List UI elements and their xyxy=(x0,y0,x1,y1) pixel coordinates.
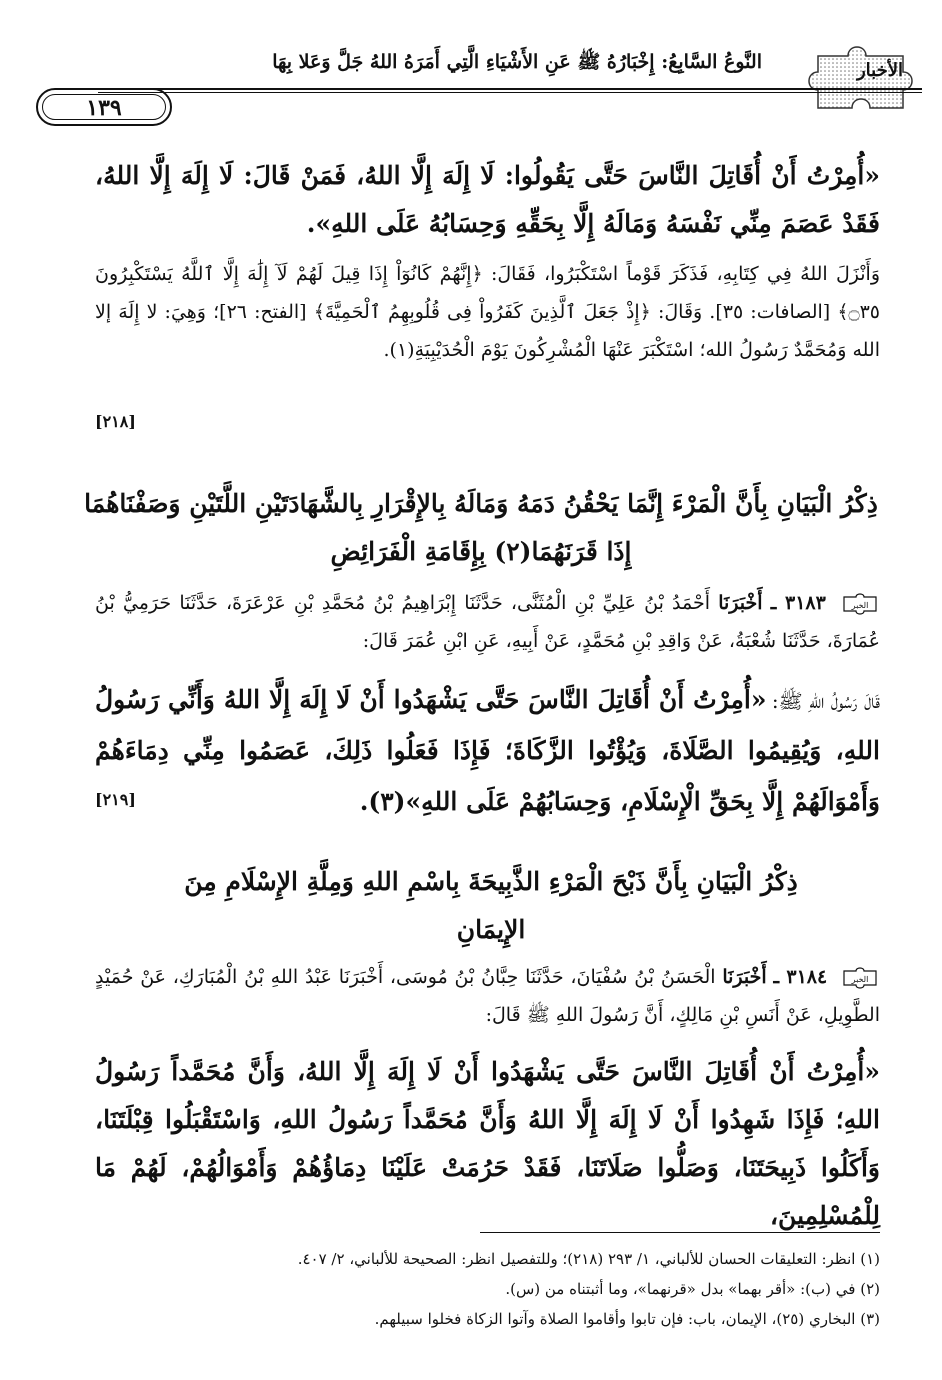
footnote-1: (١) انظر: التعليقات الحسان للألباني، ١/ ٢٩٣ (٢١٨)؛ وللتفصيل انظر: الصحيحة للألباني، ٢/ ٤٠٧. xyxy=(297,1250,880,1268)
running-title: النَّوعُ السَّابِعُ: إِخْبَارُهُ ﷺ عَنِ الأَشْيَاءِ الَّتِي أَمَرَهُ اللهُ جَلَّ وَعَلا بِهَا xyxy=(272,51,762,73)
isnad-text: أَحْمَدُ بْنُ عَلِيِّ بْنِ الْمُثَنَّى، حَدَّثَنَا إِبْرَاهِيمُ بْنُ مُحَمَّدِ بْنِ عَرْعَرَةَ، حَدَّثَنَا حَرَمِيُّ بْنُ عُمَارَةَ، حَدَّثَنَا شُعْبَةُ، عَنْ وَاقِدِ بْنِ مُحَمَّدٍ، عَنْ أَبِيهِ، عَنِ ابْنِ عُمَرَ قَالَ: xyxy=(95,592,880,652)
hadith-3183-isnad-block xyxy=(95,584,880,660)
footnote-2: (٢) في (ب): «أقر بهما» بدل «قرنهما»، وما أثبتناه من (س). xyxy=(505,1280,880,1298)
commentary-paragraph: وَأَنْزَلَ اللهُ فِي كِتَابِهِ، فَذَكَرَ قَوْماً اسْتَكْبَرُوا، فَقَالَ: ﴿إِنَّهُمْ كَانُوٓاْ إِذَا قِيلَ لَهُمْ لَآ إِلَٰهَ إِلَّا ٱللَّهُ يَسْتَكْبِرُونَ ۝٣٥﴾ [الصافات: ٣٥]. وَقَالَ: ﴿إِذْ جَعَلَ ٱلَّذِينَ كَفَرُواْ فِى قُلُوبِهِمُ ٱلْحَمِيَّةَ﴾ [الفتح: ٢٦]؛ وَهِيَ: لا إِلَهَ إلا الله وَمُحَمَّدٌ رَسُولُ الله؛ اسْتَكْبَرَ عَنْهَا الْمُشْرِكُونَ يَوْمَ الْحُدَيْبِيَةِ(١). xyxy=(95,263,881,361)
matn-intro: قَالَ رَسُولُ اللهِ ﷺ: xyxy=(771,689,881,713)
chapter-heading-2: ذِكْرُ الْبَيَانِ بِأَنَّ ذَبْحَ الْمَرْءِ الذَّبِيحَةَ بِاسْمِ اللهِ وَمِلَّةِ الإِسْلَامِ مِنَ الإِيمَانِ xyxy=(184,867,798,944)
footnote-rule xyxy=(480,1232,880,1233)
footnotes xyxy=(95,1244,880,1334)
page-header xyxy=(98,38,922,108)
page-number: ١٣٩ xyxy=(42,94,166,120)
page-number-box xyxy=(36,88,172,126)
matn-paragraph-1: «أُمِرْتُ أَنْ أُقَاتِلَ النَّاسَ حَتَّى يَقُولُوا: لَا إِلَهَ إِلَّا اللهُ، فَمَنْ قَالَ: لَا إِلَهَ إِلَّا اللهُ، فَقَدْ عَصَمَ مِنِّي نَفْسَهُ وَمَالَهُ إِلَّا بِحَقِّهِ وَحِسَابُهُ عَلَى اللهِ». xyxy=(95,161,880,238)
reference-number-218: [٢١٨] xyxy=(95,412,136,431)
chapter-heading-1: ذِكْرُ الْبَيَانِ بِأَنَّ الْمَرْءَ إِنَّمَا يَحْقُنُ دَمَهُ وَمَالَهُ بِالإِقْرَارِ بِالشَّهَادَتَيْنِ اللَّتَيْنِ وَصَفْنَاهُمَا إِذَا قَرَنَهُمَا(٢) بِإِقَامَةِ الْفَرَائِضِ xyxy=(84,489,878,566)
hadith-number: ٣١٨٣ ـ xyxy=(770,592,826,614)
akhbarana-word: أَخْبَرَنَا xyxy=(718,592,763,614)
hadith-marker-icon xyxy=(840,967,880,989)
footnote-3: (٣) البخاري (٢٥)، الإيمان، باب: فإن تابوا وأقاموا الصلاة وآتوا الزكاة فخلوا سبيلهم. xyxy=(374,1310,880,1328)
reference-number-219: [٢١٩] xyxy=(95,790,136,809)
hadith-marker-label: الخبر xyxy=(851,975,869,984)
puzzle-piece-icon xyxy=(808,38,928,118)
hadith-number: ٣١٨٤ ـ xyxy=(773,966,828,988)
akhbarana-word: أَخْبَرَنَا xyxy=(722,966,767,988)
isnad-text: الْحَسَنُ بْنُ سُفْيَانَ، حَدَّثَنَا حِبَّانُ بْنُ مُوسَى، أَخْبَرَنَا عَبْدُ اللهِ بْنُ الْمُبَارَكِ، عَنْ حُمَيْدٍ الطَّوِيلِ، عَنْ أَنَسِ بْنِ مَالِكٍ، أَنَّ رَسُولَ اللهِ ﷺ قَالَ: xyxy=(95,966,880,1026)
hadith-3184-isnad-block xyxy=(95,958,880,1034)
matn-text: «أُمِرْتُ أَنْ أُقَاتِلَ النَّاسَ حَتَّى يَشْهَدُوا أَنْ لَا إِلَهَ إِلَّا اللهُ وَأَنِّي رَسُولُ اللهِ، وَيُقِيمُوا الصَّلَاةَ، وَيُؤْتُوا الزَّكَاةَ؛ فَإِذَا فَعَلُوا ذَلِكَ، عَصَمُوا مِنِّي دِمَاءَهُمْ وَأَمْوَالَهُمْ إِلَّا بِحَقِّ الْإِسْلَامِ، وَحِسَابُهُمْ عَلَى اللهِ»(٣). xyxy=(95,685,880,816)
hadith-marker-icon xyxy=(840,593,880,615)
header-rule-thin xyxy=(98,92,922,93)
hadith-marker-label: الخبر xyxy=(851,601,869,610)
hadith-3184-matn: «أُمِرْتُ أَنْ أُقَاتِلَ النَّاسَ حَتَّى يَشْهَدُوا أَنْ لَا إِلَهَ إِلَّا اللهُ، وَأَنَّ مُحَمَّداً رَسُولُ اللهِ؛ فَإِذَا شَهِدُوا أَنْ لَا إِلَهَ إِلَّا اللهُ وَأَنَّ مُحَمَّداً رَسُولُ اللهِ، وَاسْتَقْبَلُوا قِبْلَتَنَا، وَأَكَلُوا ذَبِيحَتَنَا، وَصَلُّوا صَلَاتَنَا، فَقَدْ حَرُمَتْ عَلَيْنَا دِمَاؤُهُمْ وَأَمْوَالُهُمْ، لَهُمْ مَا لِلْمُسْلِمِينَ، xyxy=(95,1057,880,1230)
header-rule xyxy=(98,88,922,90)
section-label: الأخبار xyxy=(856,60,903,81)
hadith-3183-matn-block xyxy=(95,676,880,829)
